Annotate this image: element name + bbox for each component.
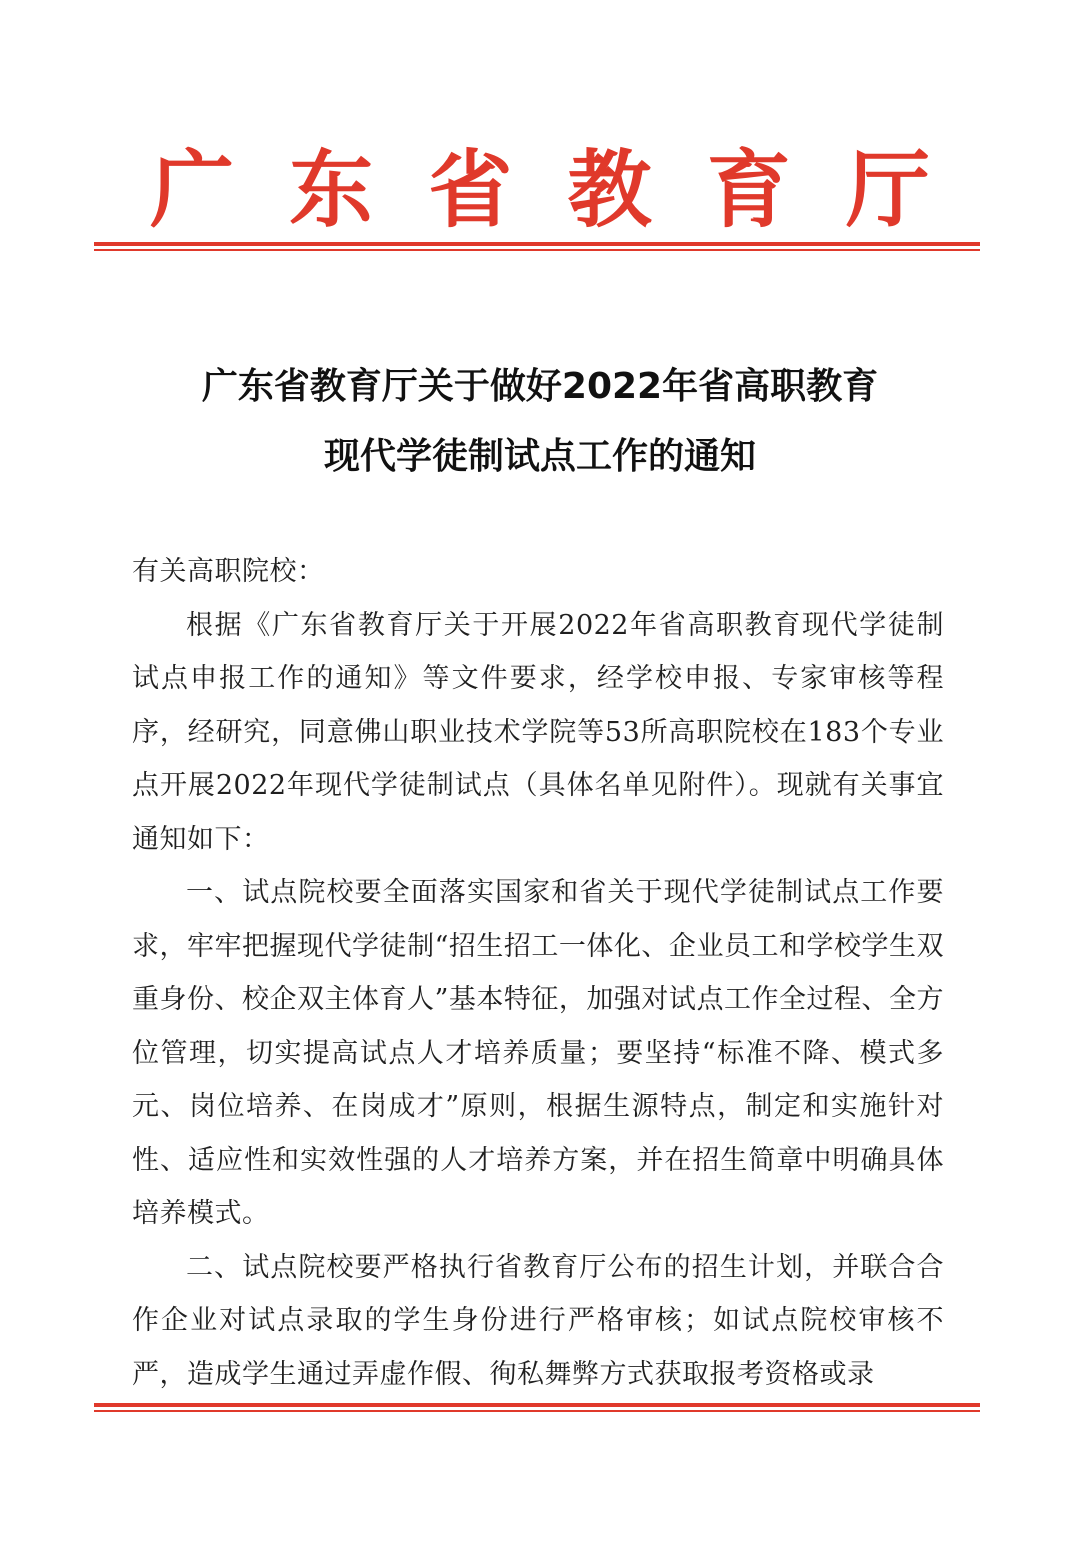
document-body (132, 545, 944, 1401)
letterhead (150, 140, 930, 240)
header-divider-thin (94, 249, 980, 251)
document-title (80, 352, 1000, 492)
letterhead-char-4: 教 (567, 140, 652, 239)
letterhead-char-1: 广 (150, 140, 235, 239)
letterhead-char-6: 厅 (845, 140, 930, 239)
footer-divider-thick (94, 1403, 980, 1407)
letterhead-char-5: 育 (706, 140, 791, 239)
paragraph-2: 一、试点院校要全面落实国家和省关于现代学徒制试点工作要求，牢牢把握现代学徒制“招生招工一体化、企业员工和学校学生双重身份、校企双主体育人”基本特征，加强对试点工作全过程、全方位管理，切实提高试点人才培养质量；要坚持“标准不降、模式多元、岗位培养、在岗成才”原则，根据生源特点，制定和实施针对性、适应性和实效性强的人才培养方案，并在招生简章中明确具体培养模式。 (132, 877, 944, 1229)
letterhead-char-2: 东 (289, 140, 374, 239)
paragraph-1: 根据《广东省教育厅关于开展2022年省高职教育现代学徒制试点申报工作的通知》等文件要求，经学校申报、专家审核等程序，经研究，同意佛山职业技术学院等53所高职院校在183个专业点开展2022年现代学徒制试点（具体名单见附件）。现就有关事宜通知如下： (132, 609, 944, 855)
document-title-line-2: 现代学徒制试点工作的通知 (323, 436, 756, 477)
letterhead-char-3: 省 (428, 140, 513, 239)
header-divider-thick (94, 242, 980, 246)
footer-divider-thin (94, 1410, 980, 1412)
paragraph-3: 二、试点院校要严格执行省教育厅公布的招生计划，并联合合作企业对试点录取的学生身份进行严格审核；如试点院校审核不严，造成学生通过弄虚作假、徇私舞弊方式获取报考资格或录 (132, 1251, 944, 1390)
salutation: 有关高职院校： (132, 556, 325, 587)
document-title-line-1: 广东省教育厅关于做好2022年省高职教育 (201, 366, 879, 407)
